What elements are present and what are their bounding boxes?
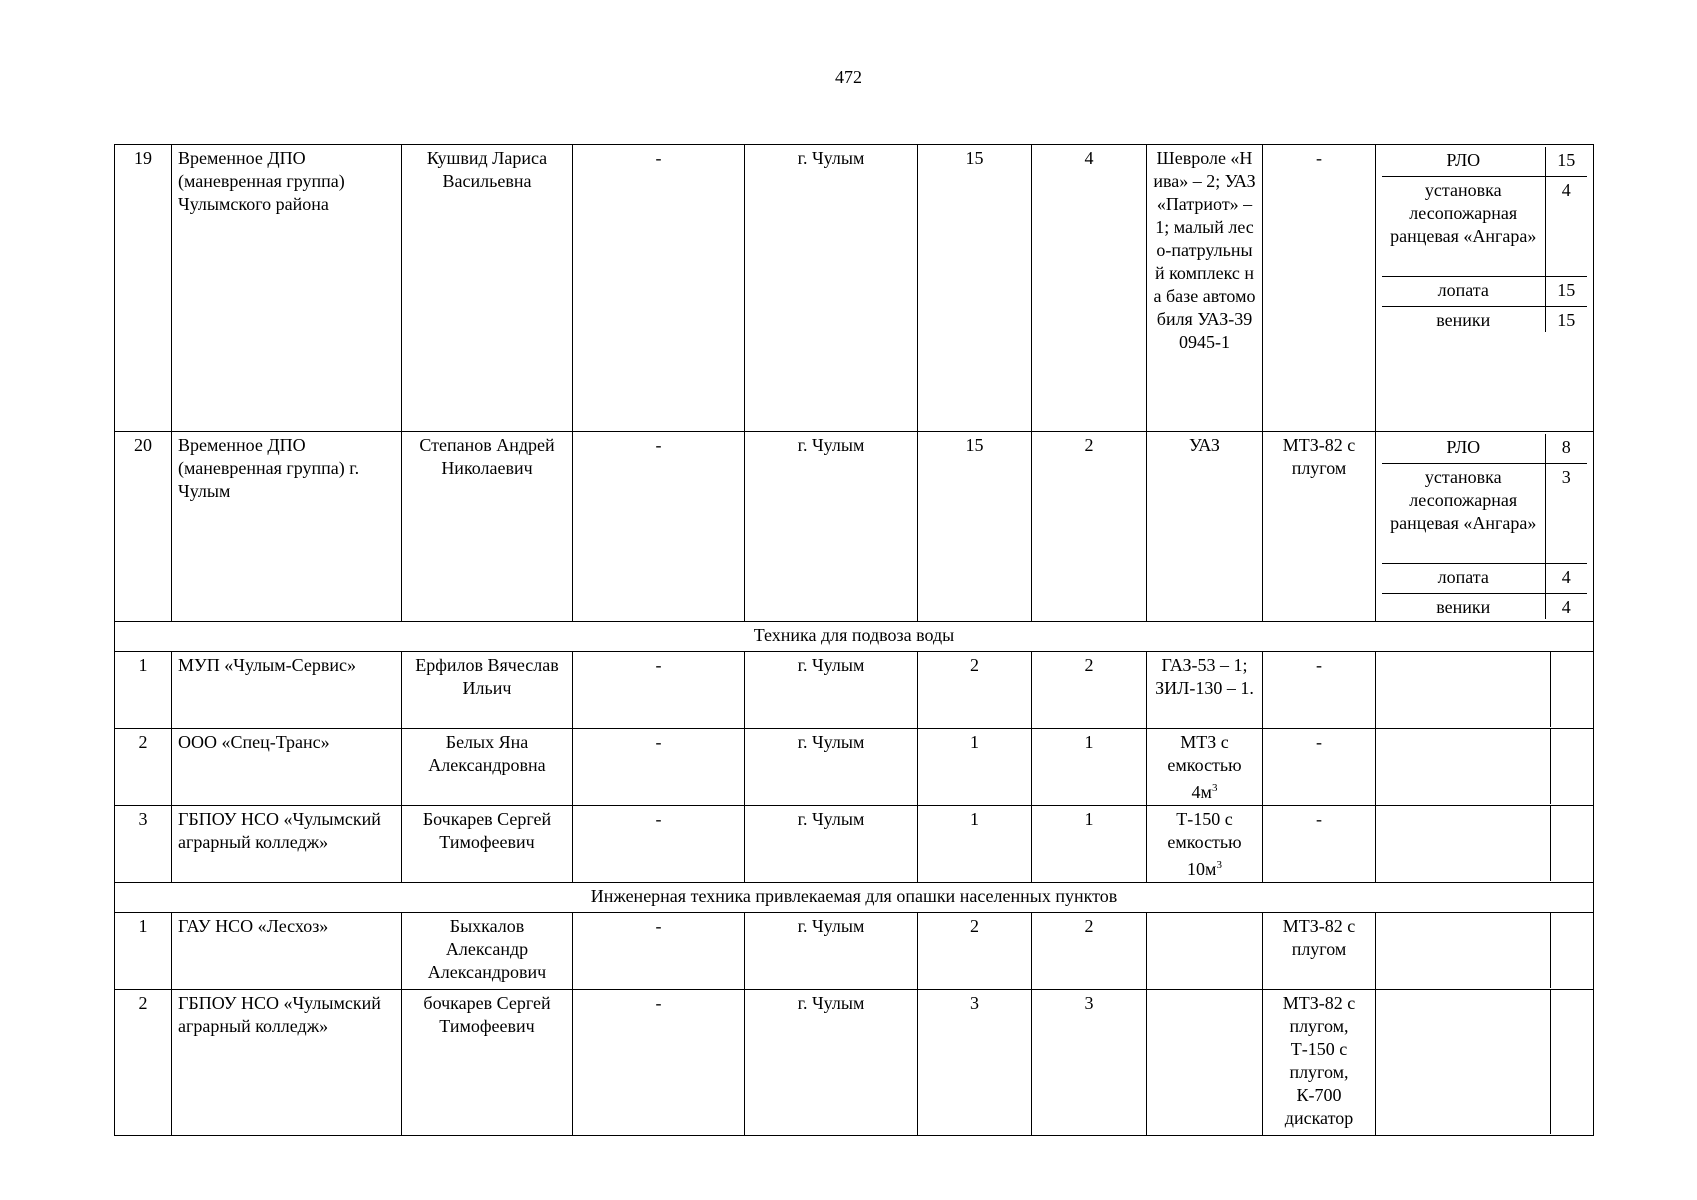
organization-cell: Временное ДПО (маневренная группа) Чулымского района [172,145,402,432]
equipment-name: установка лесопожарная ранцевая «Ангара» [1382,176,1545,276]
section-header-row [115,883,1594,913]
vehicles-count-cell: 3 [1032,990,1147,1136]
vehicles-cell [1147,806,1263,883]
equipment-cell [1376,432,1594,622]
row-number: 2 [115,990,172,1136]
section-title-water: Техника для подвоза воды [115,622,1594,652]
equipment-item [1382,176,1587,276]
head-cell: Быхкалов Александр Александрович [402,913,573,990]
table-row [115,432,1594,622]
vehicles-text: Т-150 с емкостью 10м [1167,809,1242,879]
equipment-item [1382,434,1587,463]
vehicles-cell: ГАЗ-53 – 1; ЗИЛ-130 – 1. [1147,652,1263,729]
phone-cell: - [573,806,745,883]
equipment-qty: 15 [1545,147,1587,176]
tractors-cell: - [1263,806,1376,883]
equipment-name: веники [1382,593,1545,619]
section-header-row [115,622,1594,652]
head-cell: Кушвид Лариса Васильевна [402,145,573,432]
people-cell: 1 [918,729,1032,806]
section-title-engineering: Инженерная техника привлекаемая для опашки населенных пунктов [115,883,1594,913]
row-number: 3 [115,806,172,883]
row-number: 19 [115,145,172,432]
tractors-cell: - [1263,729,1376,806]
tractors-cell: МТЗ-82 с плугом [1263,913,1376,990]
row-number: 2 [115,729,172,806]
equipment-cell [1376,990,1594,1136]
location-cell: г. Чулым [745,652,918,729]
tractors-cell: МТЗ-82 с плугом [1263,432,1376,622]
vehicles-count-cell: 1 [1032,806,1147,883]
vehicles-cell [1147,990,1263,1136]
location-cell: г. Чулым [745,729,918,806]
table-row [115,145,1594,432]
vehicles-cell [1147,913,1263,990]
tractors-cell: МТЗ-82 с плугом, Т-150 с плугом, К-700 дискатор [1263,990,1376,1136]
location-cell: г. Чулым [745,145,918,432]
head-cell: Степанов Андрей Николаевич [402,432,573,622]
page-number: 472 [835,67,862,87]
equipment-cell [1376,806,1594,883]
equipment-qty: 4 [1545,563,1587,593]
vehicles-text: МТЗ с емкостью 4м [1167,732,1242,802]
people-cell: 1 [918,806,1032,883]
equipment-name: РЛО [1382,434,1545,463]
head-cell: Белых Яна Александровна [402,729,573,806]
organization-cell: МУП «Чулым-Сервис» [172,652,402,729]
table-row [115,990,1594,1136]
vehicles-count-cell: 1 [1032,729,1147,806]
equipment-name: установка лесопожарная ранцевая «Ангара» [1382,463,1545,563]
equipment-qty: 8 [1545,434,1587,463]
location-cell: г. Чулым [745,432,918,622]
table-row [115,729,1594,806]
equipment-list [1382,147,1587,332]
vehicles-count-cell: 2 [1032,913,1147,990]
head-cell: Бочкарев Сергей Тимофеевич [402,806,573,883]
organization-cell: ООО «Спец-Транс» [172,729,402,806]
equipment-name: лопата [1382,276,1545,306]
equipment-item [1382,276,1587,306]
row-number: 1 [115,652,172,729]
head-cell: Ерфилов Вячеслав Ильич [402,652,573,729]
location-cell: г. Чулым [745,806,918,883]
equipment-item [1382,147,1587,176]
tractors-cell: - [1263,652,1376,729]
equipment-cell [1376,913,1594,990]
equipment-cell [1376,145,1594,432]
organization-cell: ГАУ НСО «Лесхоз» [172,913,402,990]
superscript: 3 [1211,782,1218,794]
organization-cell: Временное ДПО (маневренная группа) г. Чулым [172,432,402,622]
people-cell: 15 [918,145,1032,432]
phone-cell: - [573,145,745,432]
tractors-cell: - [1263,145,1376,432]
superscript: 3 [1216,859,1222,871]
people-cell: 3 [918,990,1032,1136]
people-cell: 15 [918,432,1032,622]
phone-cell: - [573,990,745,1136]
phone-cell: - [573,729,745,806]
resources-table [114,144,1594,1136]
phone-cell: - [573,652,745,729]
equipment-cell [1376,652,1594,729]
equipment-qty: 3 [1545,463,1587,563]
table-row [115,913,1594,990]
phone-cell: - [573,432,745,622]
equipment-qty: 15 [1545,306,1587,332]
head-cell: бочкарев Сергей Тимофеевич [402,990,573,1136]
equipment-qty: 4 [1545,593,1587,619]
equipment-item [1382,593,1587,619]
organization-cell: ГБПОУ НСО «Чулымский аграрный колледж» [172,990,402,1136]
people-cell: 2 [918,652,1032,729]
location-cell: г. Чулым [745,913,918,990]
equipment-item [1382,563,1587,593]
vehicles-cell [1147,729,1263,806]
equipment-item [1382,306,1587,332]
location-cell: г. Чулым [745,990,918,1136]
vehicles-count-cell: 4 [1032,145,1147,432]
row-number: 1 [115,913,172,990]
phone-cell: - [573,913,745,990]
equipment-qty: 4 [1545,176,1587,276]
equipment-name: лопата [1382,563,1545,593]
vehicles-cell: Шевроле «Нива» – 2; УАЗ «Патриот» – 1; малый лесо-патрульный комплекс на базе автомобиля УАЗ-390945-1 [1147,145,1263,432]
row-number: 20 [115,432,172,622]
equipment-name: РЛО [1382,147,1545,176]
equipment-item [1382,463,1587,563]
vehicles-count-cell: 2 [1032,432,1147,622]
vehicles-cell: УАЗ [1147,432,1263,622]
table-row [115,652,1594,729]
equipment-name: веники [1382,306,1545,332]
vehicles-count-cell: 2 [1032,652,1147,729]
equipment-cell [1376,729,1594,806]
people-cell: 2 [918,913,1032,990]
equipment-qty: 15 [1545,276,1587,306]
table-row [115,806,1594,883]
equipment-list [1382,434,1587,619]
organization-cell: ГБПОУ НСО «Чулымский аграрный колледж» [172,806,402,883]
